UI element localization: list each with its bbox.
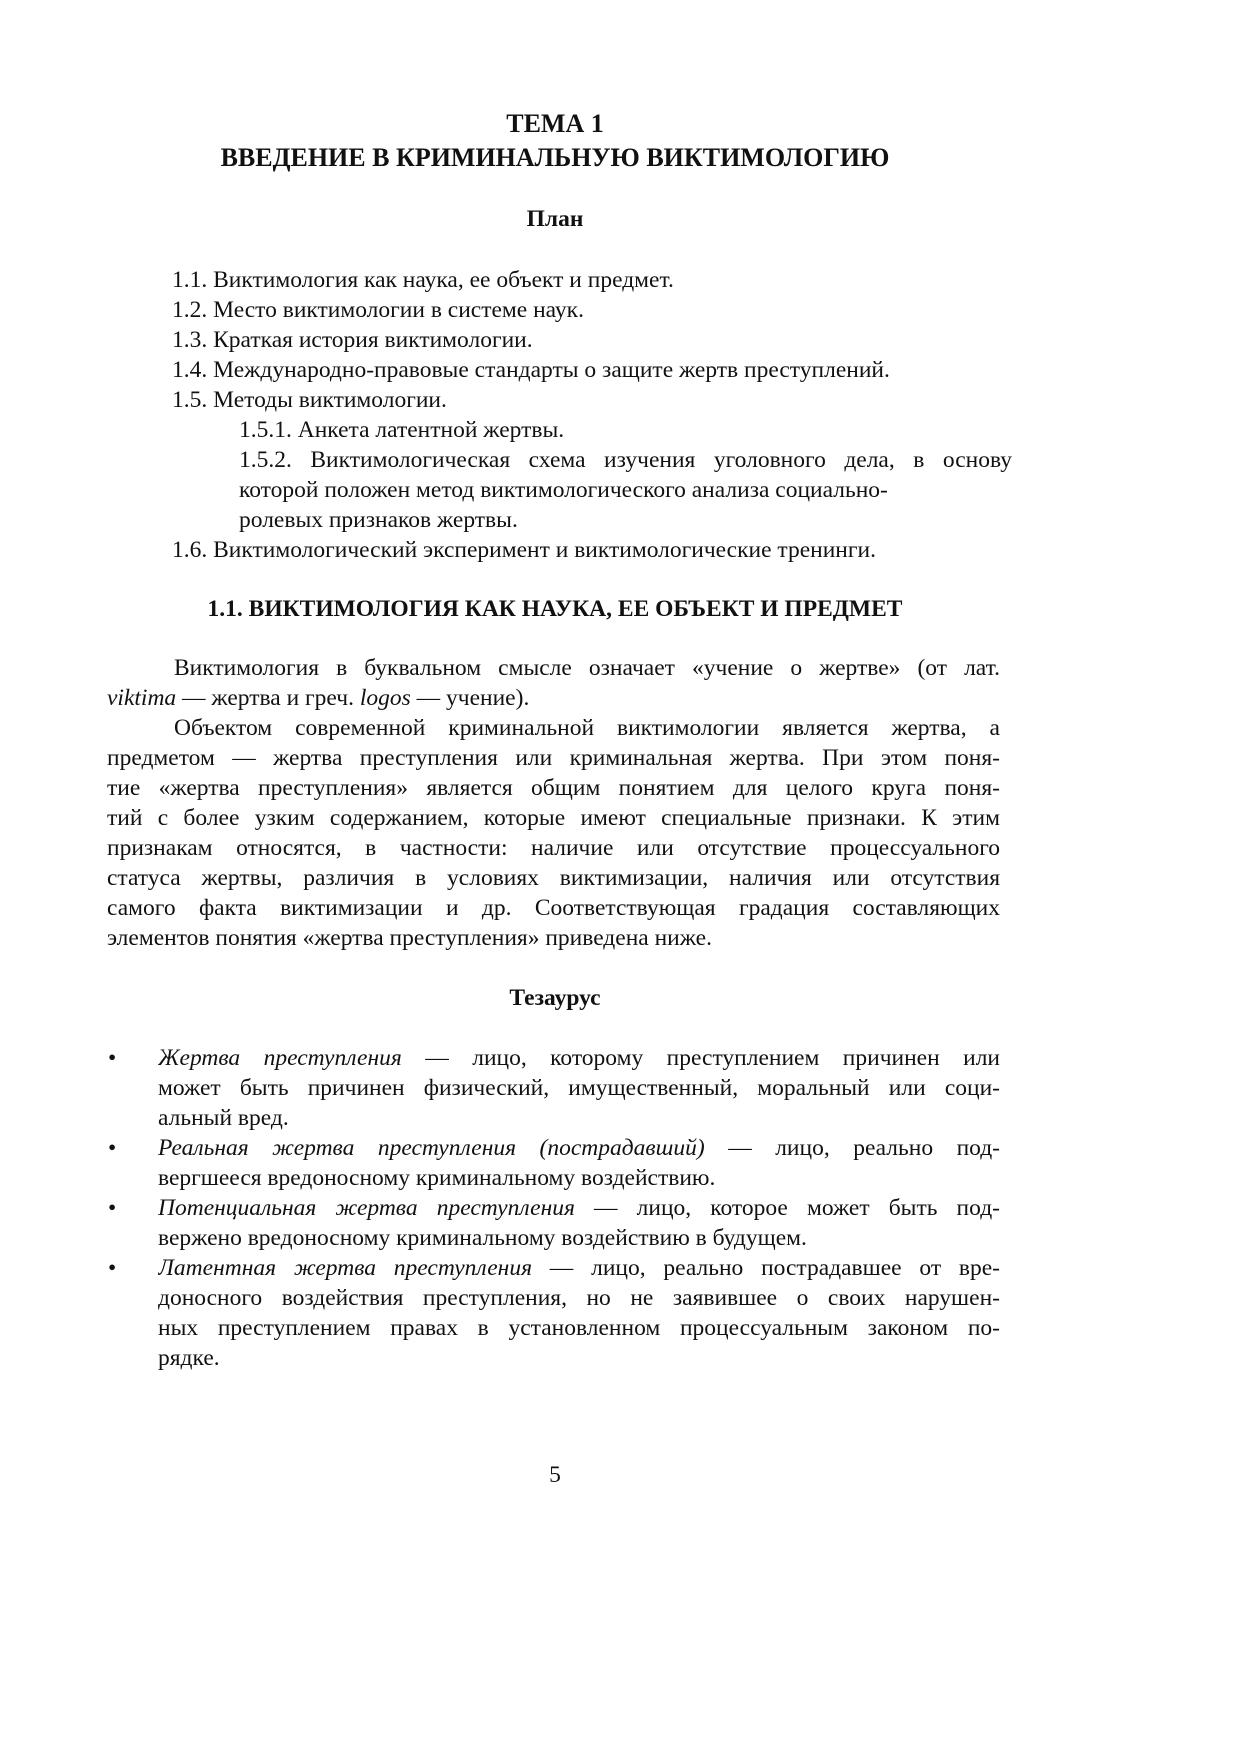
paragraph-line: признакам относятся, в частности: наличие или отсутствие процессуального [107, 835, 1000, 861]
plan-heading: План [526, 206, 584, 232]
plan-item: 1.4. Международно-правовые стандарты о защите жертв преступлений. [172, 357, 890, 383]
item-line: вержено вредоносному криминальному воздействию в будущем. [158, 1225, 807, 1251]
paragraph-line: Виктимология в буквальном смысле означает «учение о жертве» (от лат. [174, 655, 1000, 681]
plan-list [172, 265, 1012, 565]
plan-subitem: ролевых признаков жертвы. [239, 507, 518, 533]
term: Латентная жертва преступления [158, 1255, 533, 1281]
paragraph-line [107, 683, 1000, 713]
item-line: вергшееся вредоносному криминальному воздействию. [158, 1165, 716, 1191]
thesaurus-item [108, 1133, 1000, 1193]
greek-term: logos [359, 685, 411, 711]
plan-subitem: которой положен метод виктимологического анализа социально- [239, 477, 888, 503]
item-line: доносного воздействия преступления, но не заявившее о своих нарушен- [158, 1285, 1000, 1311]
bullet: • [108, 1255, 117, 1281]
chapter-number: ТЕМА 1 [506, 109, 604, 138]
paragraph-line: статуса жертвы, различия в условиях виктимизации, наличия или отсутствия [107, 865, 1000, 891]
item-line: может быть причинен физический, имущественный, моральный или соци- [158, 1075, 1000, 1101]
section-body [107, 653, 1000, 953]
chapter-title [0, 107, 1110, 175]
item-line [158, 1043, 1000, 1073]
plan-item: 1.3. Краткая история виктимологии. [172, 327, 533, 353]
paragraph-line: предметом — жертва преступления или криминальная жертва. При этом поня- [107, 745, 1000, 771]
bullet: • [108, 1195, 117, 1221]
plan-subitem: 1.5.2. Виктимологическая схема изучения уголовного дела, в основу [239, 447, 1012, 473]
chapter-name: ВВЕДЕНИЕ В КРИМИНАЛЬНУЮ ВИКТИМОЛОГИЮ [220, 143, 890, 172]
plan-item: 1.5. Методы виктимологии. [172, 387, 447, 413]
item-line [158, 1133, 1000, 1163]
paragraph-line: самого факта виктимизации и др. Соответствующая градация составляющих [107, 895, 1000, 921]
thesaurus-item [108, 1193, 1000, 1253]
plan-item: 1.6. Виктимологический эксперимент и виктимологические тренинги. [172, 537, 876, 563]
paragraph-line: тий с более узким содержанием, которые имеют специальные признаки. К этим [107, 805, 1000, 831]
thesaurus-item [108, 1253, 1000, 1373]
definition: — лицо, реально пострадавшее от вре- [532, 1255, 1000, 1281]
item-line: рядке. [158, 1345, 220, 1371]
item-line [158, 1253, 1000, 1283]
term: Реальная жертва преступления (пострадавший) [158, 1135, 705, 1161]
text: — учение). [410, 685, 530, 711]
bullet: • [108, 1045, 117, 1071]
latin-term: viktima [107, 685, 177, 711]
bullet: • [108, 1135, 117, 1161]
item-line: альный вред. [158, 1105, 289, 1131]
section-heading: 1.1. ВИКТИМОЛОГИЯ КАК НАУКА, ЕЕ ОБЪЕКТ И ПРЕДМЕТ [207, 596, 903, 622]
definition: — лицо, которому преступлением причинен или [401, 1045, 1000, 1071]
paragraph-line: Объектом современной криминальной виктимологии является жертва, а [174, 715, 1000, 741]
definition: — лицо, реально под- [704, 1135, 1000, 1161]
thesaurus-list [108, 1043, 1000, 1373]
term: Жертва преступления [158, 1045, 402, 1071]
paragraph-line: элементов понятия «жертва преступления» приведена ниже. [107, 925, 712, 951]
term: Потенциальная жертва преступления [158, 1195, 575, 1221]
paragraph-line: тие «жертва преступления» является общим понятием для целого круга поня- [107, 775, 1000, 801]
item-line [158, 1193, 1000, 1223]
plan-item: 1.1. Виктимология как наука, ее объект и предмет. [172, 267, 674, 293]
thesaurus-heading: Тезаурус [509, 985, 601, 1011]
item-line: ных преступлением правах в установленном процессуальным законом по- [158, 1315, 1000, 1341]
page-number: 5 [549, 1462, 561, 1488]
plan-item: 1.2. Место виктимологии в системе наук. [172, 297, 584, 323]
text: — жертва и греч. [176, 685, 360, 711]
definition: — лицо, которое может быть под- [574, 1195, 1000, 1221]
plan-subitem: 1.5.1. Анкета латентной жертвы. [239, 417, 565, 443]
thesaurus-item [108, 1043, 1000, 1133]
